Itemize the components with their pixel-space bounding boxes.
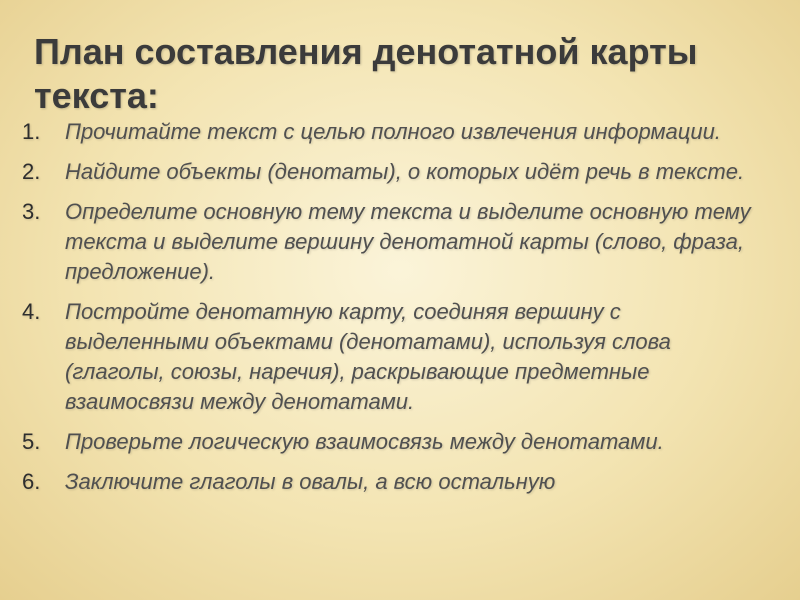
list-item — [22, 157, 767, 187]
list-item — [22, 467, 767, 497]
step-number: 5. — [22, 429, 41, 454]
step-text: Заключите глаголы в овалы, а всю остальную — [65, 469, 556, 494]
step-number: 3. — [22, 199, 41, 224]
slide-title: План составления денотатной карты текста: — [34, 31, 698, 116]
step-number: 4. — [22, 299, 41, 324]
step-text: Постройте денотатную карту, соединяя вершину с выделенными объектами (денотатами), используя слова (глаголы, союзы, наречия), раскрывающие предметные взаимосвязи между денотатами. — [65, 299, 671, 414]
step-number: 1. — [22, 119, 41, 144]
step-text: Прочитайте текст с целью полного извлечения информации. — [65, 119, 721, 144]
step-text: Найдите объекты (денотаты), о которых идёт речь в тексте. — [65, 159, 745, 184]
step-number: 2. — [22, 159, 41, 184]
list-item — [22, 297, 767, 417]
list-item — [22, 197, 767, 287]
list-item — [22, 427, 767, 457]
step-text: Определите основную тему текста и выделите основную тему текста и выделите вершину денотатной карты (слово, фраза, предложение). — [65, 199, 751, 284]
step-text: Проверьте логическую взаимосвязь между денотатами. — [65, 429, 664, 454]
steps-list — [22, 117, 767, 507]
step-number: 6. — [22, 469, 41, 494]
list-item — [22, 117, 767, 147]
